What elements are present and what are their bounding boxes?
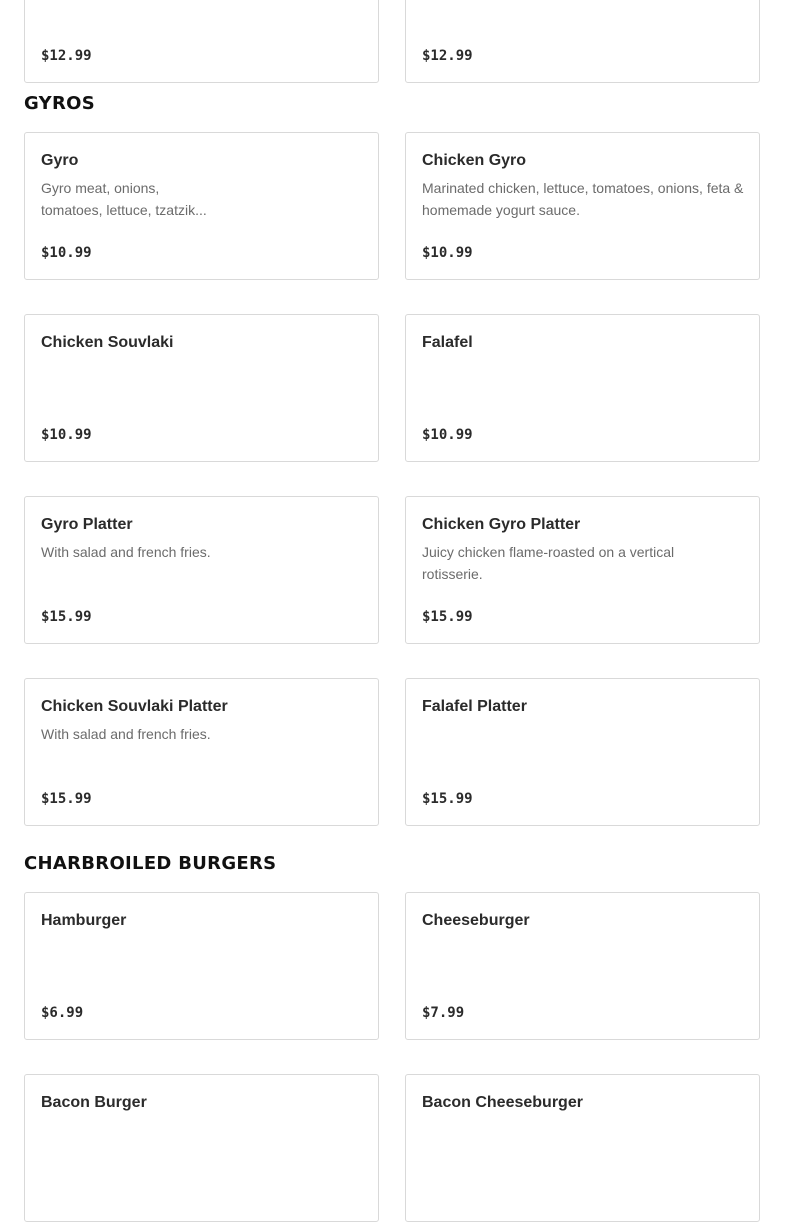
item-name: Falafel xyxy=(422,334,473,351)
item-name: Chicken Gyro Platter xyxy=(422,516,581,533)
item-name: Chicken Gyro xyxy=(422,152,527,169)
menu-item-chicken-gyro-platter[interactable] xyxy=(405,496,760,644)
item-name: Chicken Souvlaki xyxy=(41,334,174,351)
item-price: $10.99 xyxy=(422,245,473,261)
menu-item-chicken-souvlaki-platter[interactable] xyxy=(24,678,379,826)
item-description: Gyro meat, onions, tomatoes, lettuce, tzatzik... xyxy=(41,180,207,218)
menu-item-card[interactable] xyxy=(24,0,379,83)
item-name: Gyro Platter xyxy=(41,516,133,533)
item-price: $10.99 xyxy=(41,245,92,261)
item-price: $10.99 xyxy=(41,427,92,443)
item-description: Juicy chicken flame-roasted on a vertical rotisserie. xyxy=(422,544,675,582)
item-description: With salad and french fries. xyxy=(41,544,211,560)
item-price: $6.99 xyxy=(41,1005,84,1021)
menu-item-card[interactable] xyxy=(405,0,760,83)
menu-item-bacon-cheeseburger[interactable] xyxy=(405,1074,760,1222)
item-price: $15.99 xyxy=(41,791,92,807)
menu-item-falafel-platter[interactable] xyxy=(405,678,760,826)
item-price: $10.99 xyxy=(422,427,473,443)
item-price: $7.99 xyxy=(422,1005,465,1021)
item-name: Chicken Souvlaki Platter xyxy=(41,698,228,715)
item-name: Cheeseburger xyxy=(422,912,530,929)
menu-item-cheeseburger[interactable] xyxy=(405,892,760,1040)
menu-item-chicken-souvlaki[interactable] xyxy=(24,314,379,462)
item-description: With salad and french fries. xyxy=(41,726,211,742)
item-price: $12.99 xyxy=(41,48,92,64)
item-price: $15.99 xyxy=(41,609,92,625)
menu-item-chicken-gyro[interactable] xyxy=(405,132,760,280)
item-name: Falafel Platter xyxy=(422,698,527,715)
item-price: $12.99 xyxy=(422,48,473,64)
menu-item-gyro[interactable] xyxy=(24,132,379,280)
section-heading-charbroiled-burgers: CHARBROILED BURGERS xyxy=(24,853,277,874)
section-heading-gyros: GYROS xyxy=(24,93,96,114)
item-name: Gyro xyxy=(41,152,79,169)
item-description: Marinated chicken, lettuce, tomatoes, onions, feta & homemade yogurt sauce. xyxy=(422,180,744,218)
item-name: Bacon Burger xyxy=(41,1094,147,1111)
item-name: Bacon Cheeseburger xyxy=(422,1094,583,1111)
item-price: $15.99 xyxy=(422,609,473,625)
item-name: Hamburger xyxy=(41,912,127,929)
menu-item-bacon-burger[interactable] xyxy=(24,1074,379,1222)
item-price: $15.99 xyxy=(422,791,473,807)
menu-item-falafel[interactable] xyxy=(405,314,760,462)
menu-item-hamburger[interactable] xyxy=(24,892,379,1040)
menu-item-gyro-platter[interactable] xyxy=(24,496,379,644)
